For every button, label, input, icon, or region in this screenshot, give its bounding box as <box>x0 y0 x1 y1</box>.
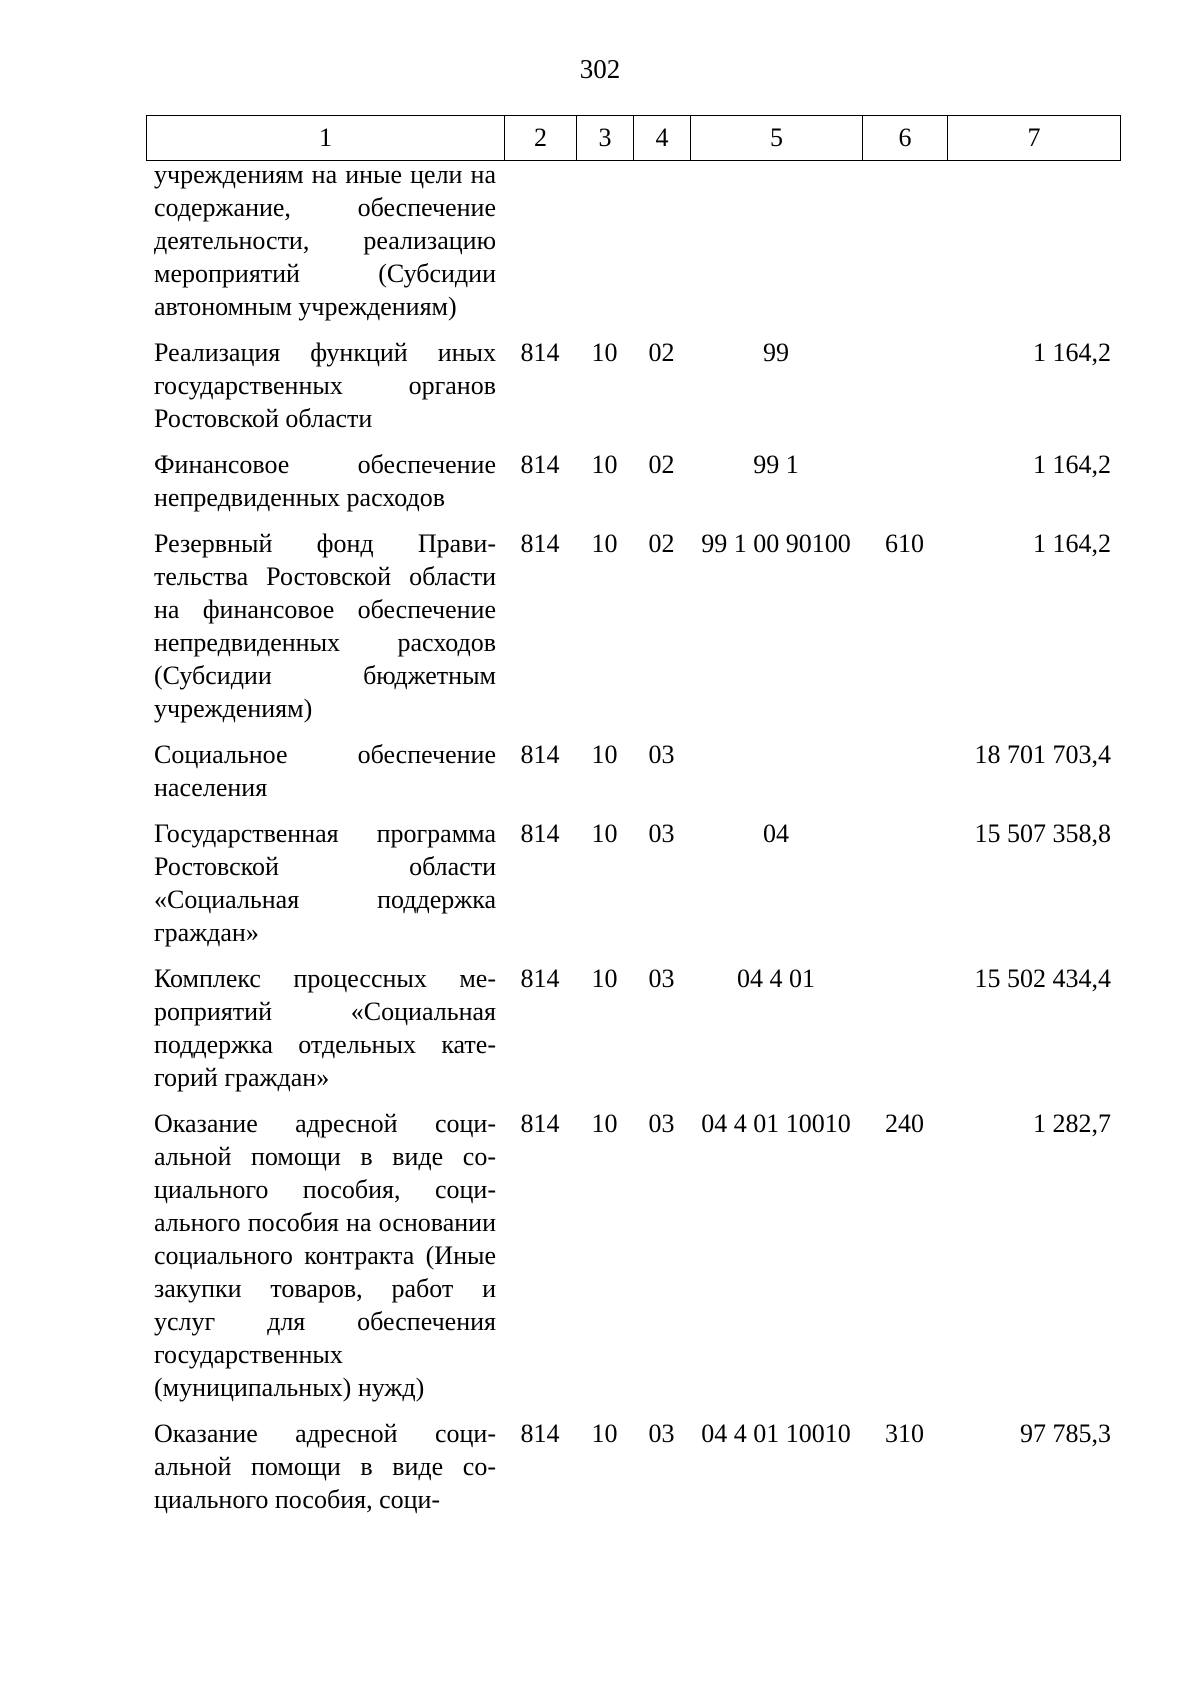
row-amount <box>947 158 1120 336</box>
row-code-ministry: 814 <box>520 740 560 769</box>
row-code-ministry: 814 <box>520 338 560 367</box>
row-expense-type <box>862 158 947 336</box>
table-row <box>146 1417 1120 1529</box>
row-code-section: 10 <box>591 450 618 479</box>
header-col-7: 7 <box>948 116 1121 161</box>
row-code-section: 10 <box>591 1109 618 1138</box>
row-code-section: 10 <box>591 1419 618 1448</box>
row-code-ministry: 814 <box>520 450 560 479</box>
row-target-article: 04 <box>763 819 789 848</box>
row-amount: 1 164,2 <box>1033 529 1111 558</box>
row-code-section: 10 <box>591 740 618 769</box>
row-amount: 15 502 434,4 <box>974 964 1111 993</box>
table-row <box>146 738 1120 817</box>
row-code-subsection: 03 <box>648 819 675 848</box>
row-amount: 15 507 358,8 <box>974 819 1111 848</box>
table-row <box>146 817 1120 962</box>
table-row <box>146 962 1120 1107</box>
row-amount: 1 164,2 <box>1033 338 1111 367</box>
table-row <box>146 527 1120 738</box>
row-code-section: 10 <box>591 338 618 367</box>
row-description: Финансовое обеспечение непредвиденных расходов <box>154 450 496 512</box>
row-code-section <box>576 158 633 336</box>
row-code-subsection: 03 <box>648 964 675 993</box>
row-code-section: 10 <box>591 964 618 993</box>
row-target-article: 04 4 01 <box>737 964 815 993</box>
row-target-article: 99 <box>763 338 789 367</box>
row-description: Оказание адресной социальной помощи в виде социального пособия, социального пособия на основании социального контракта (Иные закупки товаров, работ и услуг для обеспечения государственных (муниципальных) нужд) <box>154 1109 496 1402</box>
row-description: Реализация функций иных государственных органов Ростовской области <box>154 338 496 433</box>
row-code-ministry: 814 <box>520 1419 560 1448</box>
row-code-ministry: 814 <box>520 529 560 558</box>
row-expense-type <box>862 962 947 1107</box>
row-code-subsection: 02 <box>648 450 675 479</box>
table-row <box>146 336 1120 448</box>
row-code-ministry: 814 <box>520 964 560 993</box>
row-code-subsection: 02 <box>648 529 675 558</box>
row-expense-type <box>862 448 947 527</box>
row-code-subsection: 03 <box>648 1109 675 1138</box>
header-row <box>147 116 1121 161</box>
header-col-1: 1 <box>147 116 505 161</box>
row-amount: 1 282,7 <box>1033 1109 1111 1138</box>
header-col-5: 5 <box>691 116 863 161</box>
header-col-6: 6 <box>863 116 948 161</box>
table-row <box>146 448 1120 527</box>
row-target-article: 99 1 <box>753 450 799 479</box>
row-target-article: 99 1 00 90100 <box>701 529 851 558</box>
row-code-ministry: 814 <box>520 819 560 848</box>
row-target-article <box>690 158 862 336</box>
row-expense-type: 310 <box>885 1419 924 1448</box>
table-row <box>146 158 1120 336</box>
row-code-subsection <box>633 158 690 336</box>
page-number: 302 <box>579 54 621 84</box>
row-description: Оказание адресной социальной помощи в виде социального пособия, соци- <box>154 1419 496 1514</box>
row-code-subsection: 03 <box>648 740 675 769</box>
header-col-3: 3 <box>577 116 634 161</box>
row-code-ministry <box>504 158 576 336</box>
row-expense-type <box>862 336 947 448</box>
row-code-ministry: 814 <box>520 1109 560 1138</box>
row-description: Резервный фонд Правительства Ростовской области на финансовое обеспечение непредвиденных расходов (Субсидии бюджетным учреждениям) <box>154 529 496 723</box>
row-expense-type: 240 <box>885 1109 924 1138</box>
row-code-subsection: 02 <box>648 338 675 367</box>
row-target-article <box>690 738 862 817</box>
row-amount: 97 785,3 <box>1020 1419 1111 1448</box>
header-col-2: 2 <box>505 116 577 161</box>
table-row <box>146 1107 1120 1417</box>
row-expense-type: 610 <box>885 529 924 558</box>
header-col-4: 4 <box>634 116 691 161</box>
row-amount: 1 164,2 <box>1033 450 1111 479</box>
table-body <box>146 158 1120 1529</box>
row-description: учреждениям на иные цели на содержание, обеспечение деятельности, реализацию мероприятий (Субсидии автономным учреждениям) <box>154 160 496 321</box>
row-expense-type <box>862 738 947 817</box>
table-header <box>146 115 1121 161</box>
row-description: Социальное обеспечение населения <box>154 740 496 802</box>
row-description: Комплекс процессных мероприятий «Социальная поддержка отдельных категорий граждан» <box>154 964 496 1092</box>
row-code-subsection: 03 <box>648 1419 675 1448</box>
row-target-article: 04 4 01 10010 <box>701 1419 851 1448</box>
row-expense-type <box>862 817 947 962</box>
row-amount: 18 701 703,4 <box>974 740 1111 769</box>
row-target-article: 04 4 01 10010 <box>701 1109 851 1138</box>
row-code-section: 10 <box>591 529 618 558</box>
row-description: Государственная программа Ростовской области «Социальная поддержка граждан» <box>154 819 496 947</box>
row-code-section: 10 <box>591 819 618 848</box>
